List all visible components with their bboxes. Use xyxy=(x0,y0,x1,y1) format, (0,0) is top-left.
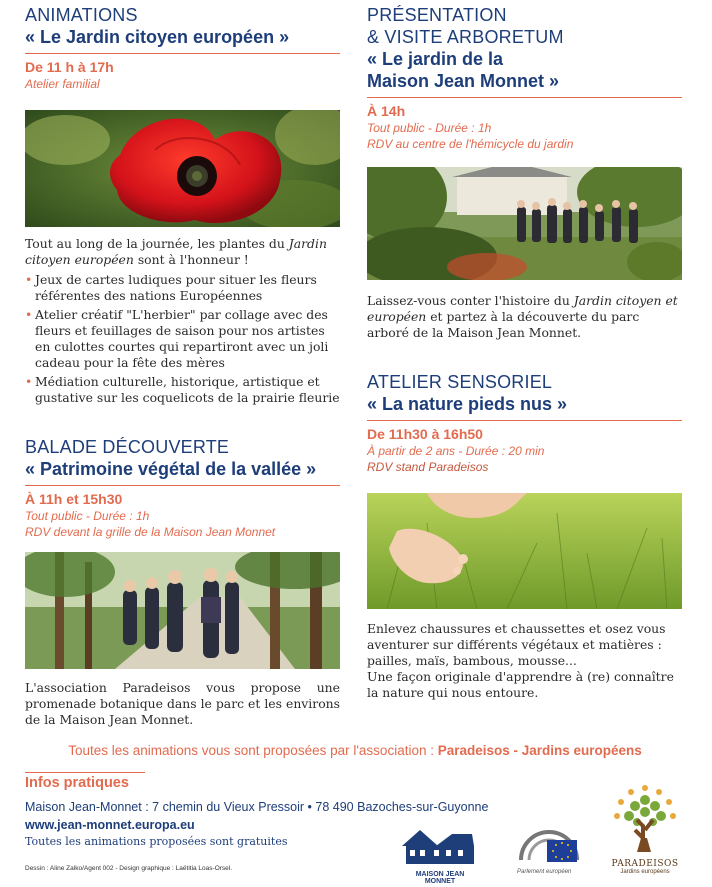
event-audience: À partir de 2 ans - Durée : 20 min xyxy=(367,444,545,458)
event-audience: Tout public - Durée : 1h xyxy=(367,121,492,135)
event-location: RDV stand Paradeisos xyxy=(367,460,489,474)
presentation-description: Laissez-vous conter l'histoire du Jardin citoyen et européen et partez à la découverte du parc arboré de la Maison Jean Monnet. xyxy=(367,293,678,340)
divider xyxy=(25,53,340,54)
infos-title: Infos pratiques xyxy=(25,775,129,791)
section-category: ATELIER SENSORIEL xyxy=(367,372,553,392)
website-link[interactable]: www.jean-monnet.europa.eu xyxy=(25,818,195,832)
arboretum-photo xyxy=(367,167,682,280)
activity-list xyxy=(25,272,340,406)
section-title: « Le Jardin citoyen européen » xyxy=(25,27,290,47)
divider xyxy=(367,420,682,421)
section-presentation xyxy=(367,4,682,152)
section-category: & VISITE ARBORETUM xyxy=(367,27,564,47)
parlement-europeen-logo xyxy=(517,828,587,878)
section-category: PRÉSENTATION xyxy=(367,5,507,25)
poppy-photo xyxy=(25,110,340,227)
list-item: • Jeux de cartes ludiques pour situer les fleurs référentes des nations Européennes xyxy=(25,272,340,304)
event-location: RDV au centre de l'hémicycle du jardin xyxy=(367,137,574,151)
divider xyxy=(25,772,145,773)
section-balade xyxy=(25,436,340,540)
logo-subtext: Jardins européens xyxy=(620,869,670,875)
association-note: Toutes les animations vous sont proposées par l'association : Paradeisos - Jardins européens xyxy=(68,743,642,758)
address: Maison Jean-Monnet : 7 chemin du Vieux Pressoir • 78 490 Bazoches-sur-Guyonne xyxy=(25,800,489,814)
section-category: BALADE DÉCOUVERTE xyxy=(25,437,230,457)
divider xyxy=(25,485,340,486)
event-location: RDV devant la grille de la Maison Jean Monnet xyxy=(25,525,276,539)
event-time: À 11h et 15h30 xyxy=(25,491,123,507)
event-time: À 14h xyxy=(367,103,406,119)
balade-description: L'association Paradeisos vous propose une promenade botanique dans le parc et les environs de la Maison Jean Monnet. xyxy=(25,680,340,727)
list-item: • Atelier créatif "L'herbier" par collage avec des fleurs et feuillages de saison pour nos artistes en culottes courtes qui repartiront avec un joli cadeau pour la fête des mères xyxy=(25,307,340,371)
divider xyxy=(367,97,682,98)
event-audience: Atelier familial xyxy=(25,77,100,91)
section-category: ANIMATIONS xyxy=(25,5,138,25)
section-title: « Le jardin de la xyxy=(367,49,504,69)
intro-text: Tout au long de la journée, les plantes du Jardin citoyen européen sont à l'honneur ! xyxy=(25,236,327,267)
animations-body xyxy=(25,236,340,409)
barefoot-photo xyxy=(367,493,682,609)
paradeisos-logo xyxy=(604,782,686,877)
event-time: De 11 h à 17h xyxy=(25,59,114,75)
logo-text: MAISON JEAN MONNET xyxy=(415,871,465,885)
list-item: • Médiation culturelle, historique, artistique et gustative sur les coquelicots de la prairie fleurie xyxy=(25,374,340,406)
section-atelier xyxy=(367,371,682,475)
event-audience: Tout public - Durée : 1h xyxy=(25,509,150,523)
walk-photo xyxy=(25,552,340,669)
free-note: Toutes les animations proposées sont gratuites xyxy=(25,835,288,848)
section-title: « Patrimoine végétal de la vallée » xyxy=(25,459,317,479)
maison-jean-monnet-logo xyxy=(400,826,480,885)
credits: Dessin : Aline Zalko/Agent 002 - Design graphique : Laëtitia Loas-Orsel. xyxy=(25,865,233,872)
section-title: « La nature pieds nus » xyxy=(367,394,568,414)
logo-text: Parlement européen xyxy=(517,869,572,875)
atelier-description: Enlevez chaussures et chaussettes et osez vous aventurer sur différents végétaux et matières : pailles, maïs, bambous, mousse... Une façon originale d'apprendre à (re) connaître la nature qui nous entoure. xyxy=(367,621,674,700)
section-animations xyxy=(25,4,340,92)
section-title: Maison Jean Monnet » xyxy=(367,71,560,91)
event-time: De 11h30 à 16h50 xyxy=(367,426,483,442)
logo-text: PARADEISOS xyxy=(611,859,679,869)
